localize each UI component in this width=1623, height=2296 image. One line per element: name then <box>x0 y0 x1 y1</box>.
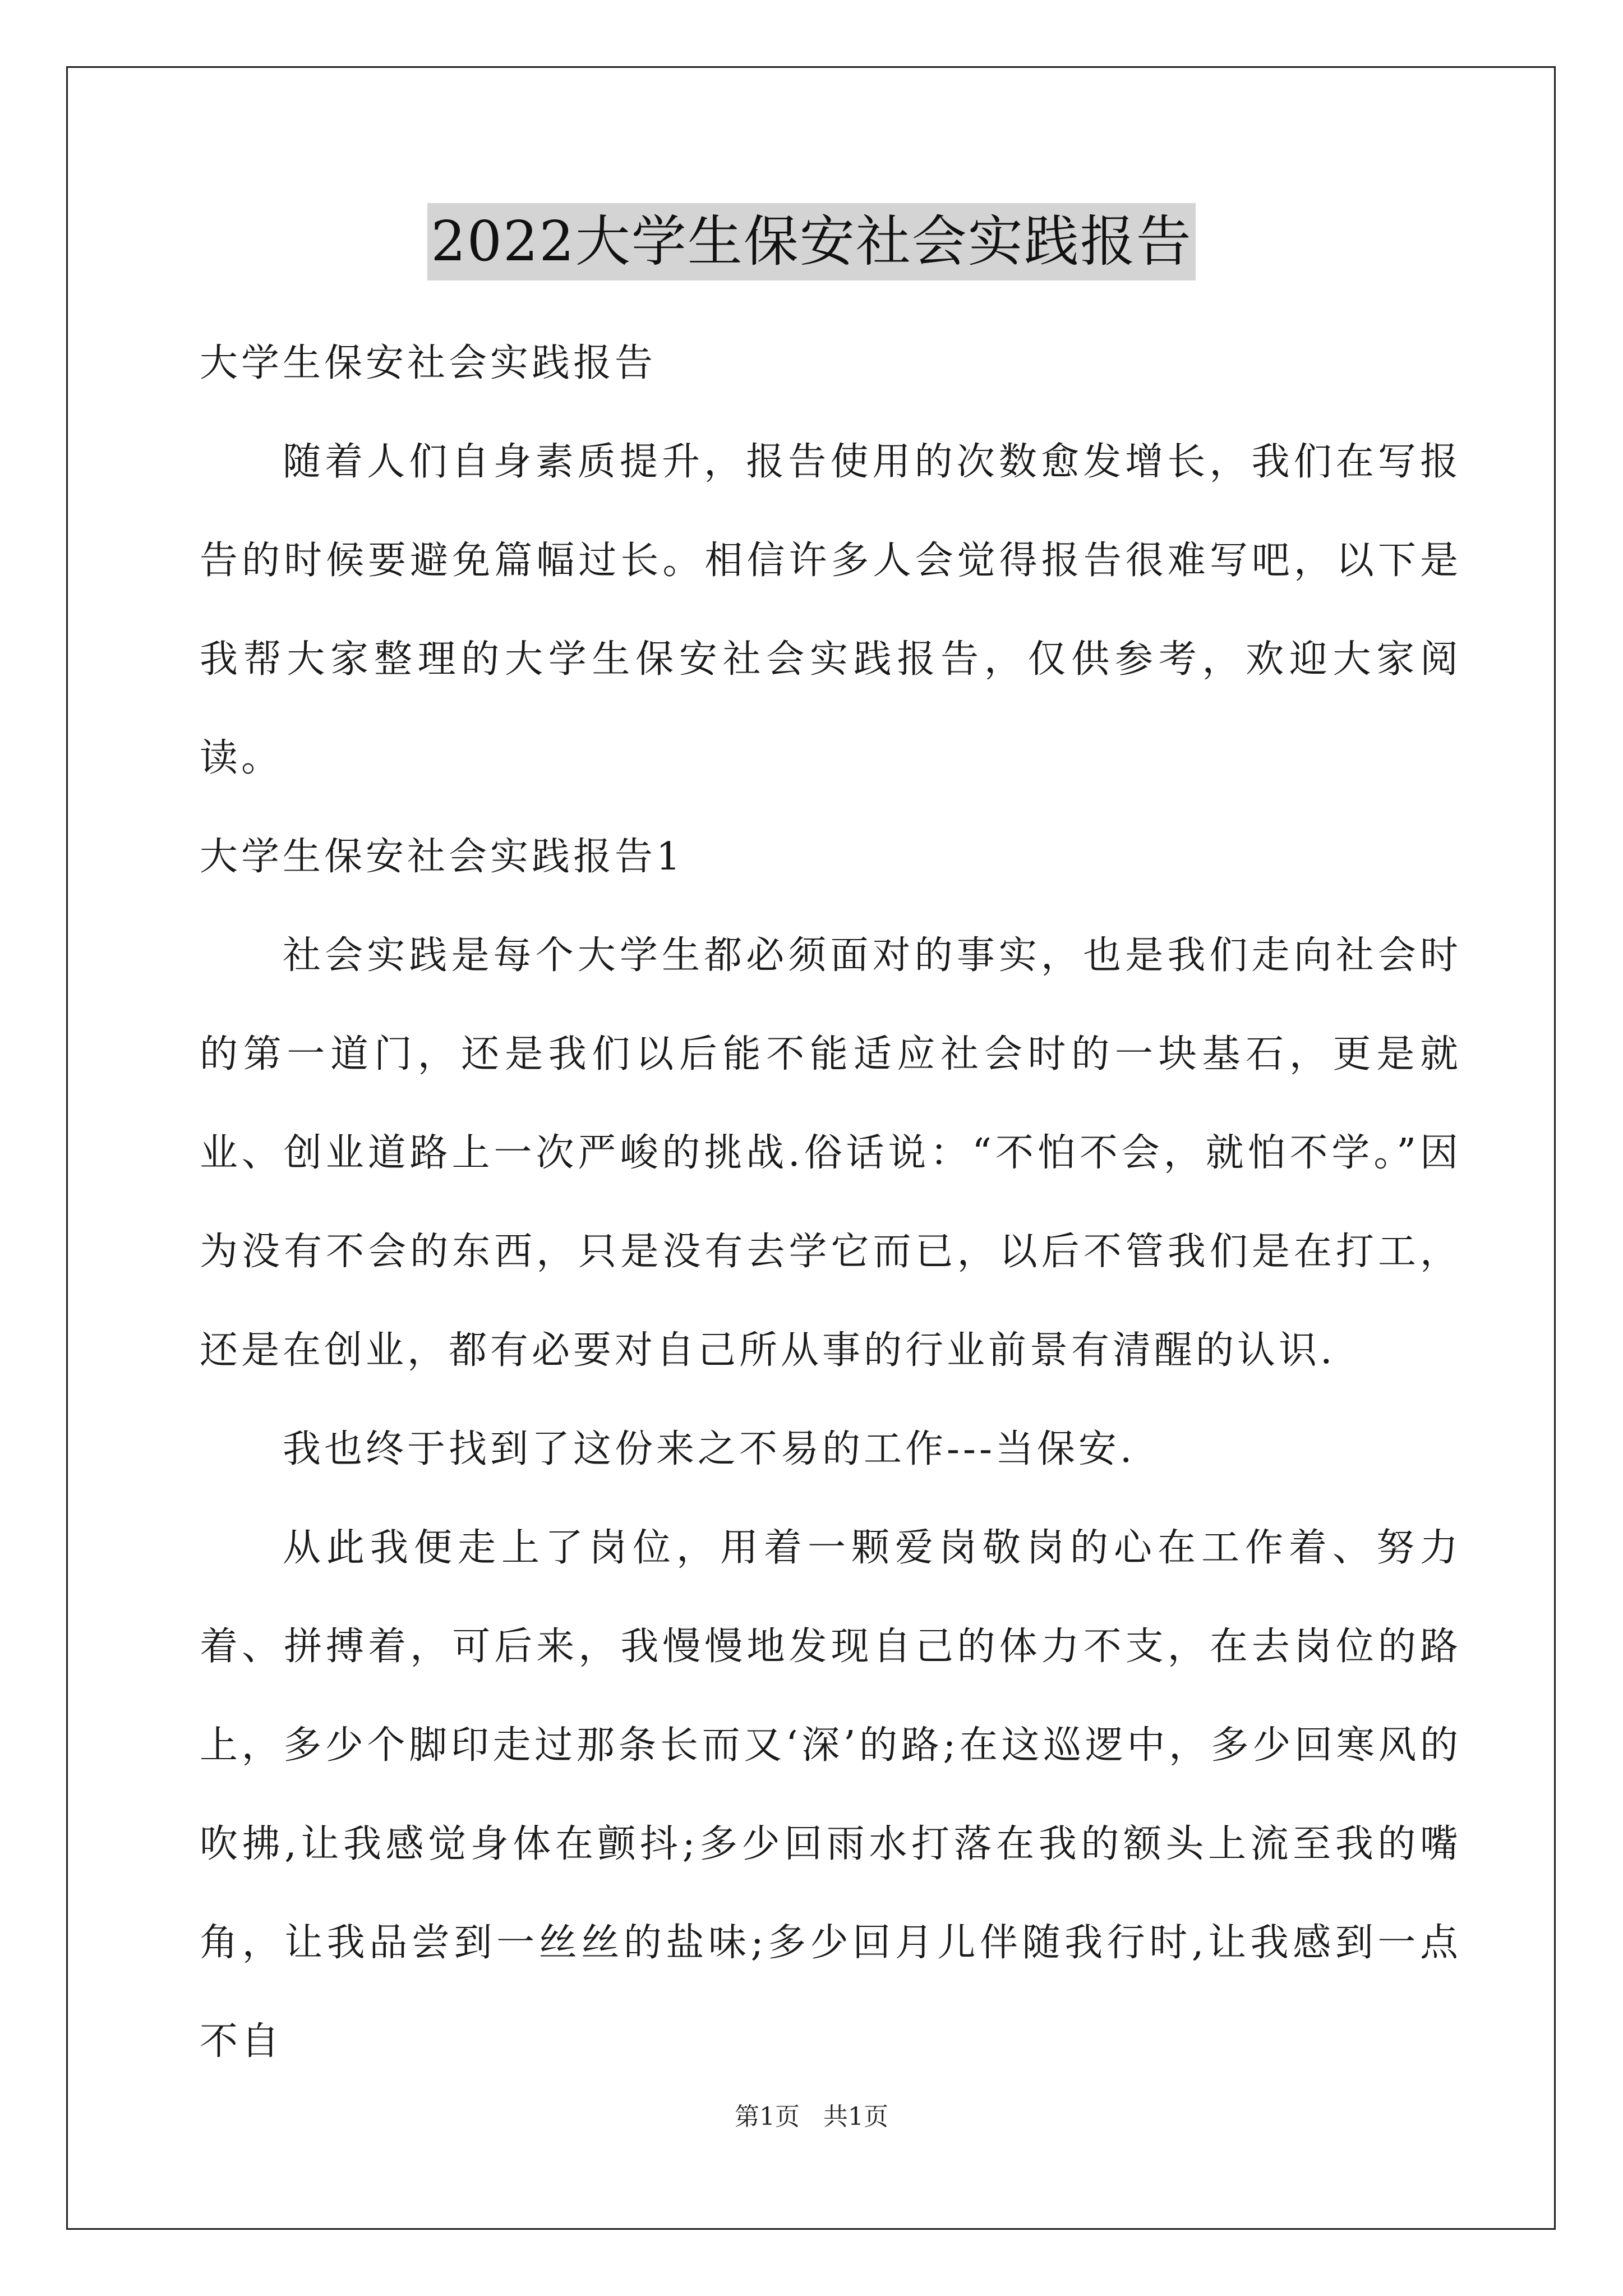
title-container <box>0 203 1623 280</box>
page-number-total: 共1页 <box>823 2102 888 2131</box>
paragraph-intro: 随着人们自身素质提升，报告使用的次数愈发增长，我们在写报告的时候要避免篇幅过长。相信许多人会觉得报告很难写吧，以下是我帮大家整理的大学生保安社会实践报告，仅供参考，欢迎大家阅读。 <box>200 440 1461 780</box>
paragraph-subtitle: 大学生保安社会实践报告 <box>200 341 657 385</box>
page-footer <box>0 2100 1623 2134</box>
paragraph-body-1: 社会实践是每个大学生都必须面对的事实，也是我们走向社会时的第一道门，还是我们以后能不能适应社会时的一块基石，更是就业、创业道路上一次严峻的挑战.俗话说：“不怕不会，就怕不学。”因为没有不会的东西，只是没有去学它而已，以后不管我们是在打工，还是在创业，都有必要对自己所从事的行业前景有清醒的认识. <box>200 933 1461 1373</box>
paragraph-body-3: 从此我便走上了岗位，用着一颗爱岗敬岗的心在工作着、努力着、拼搏着，可后来，我慢慢地发现自己的体力不支，在去岗位的路上，多少个脚印走过那条长而又‘深’的路;在这巡逻中，多少回寒风的吹拂,让我感觉身体在颤抖;多少回雨水打落在我的额头上流至我的嘴角，让我品尝到一丝丝的盐味;多少回月儿伴随我行时,让我感到一点不自 <box>200 1526 1461 2064</box>
paragraph-section-heading: 大学生保安社会实践报告1 <box>200 835 684 879</box>
paragraph-body-2: 我也终于找到了这份来之不易的工作---当保安. <box>283 1427 1136 1471</box>
document-body <box>200 314 1461 2091</box>
document-title: 2022大学生保安社会实践报告 <box>427 203 1195 280</box>
page-number-current: 第1页 <box>735 2102 800 2131</box>
